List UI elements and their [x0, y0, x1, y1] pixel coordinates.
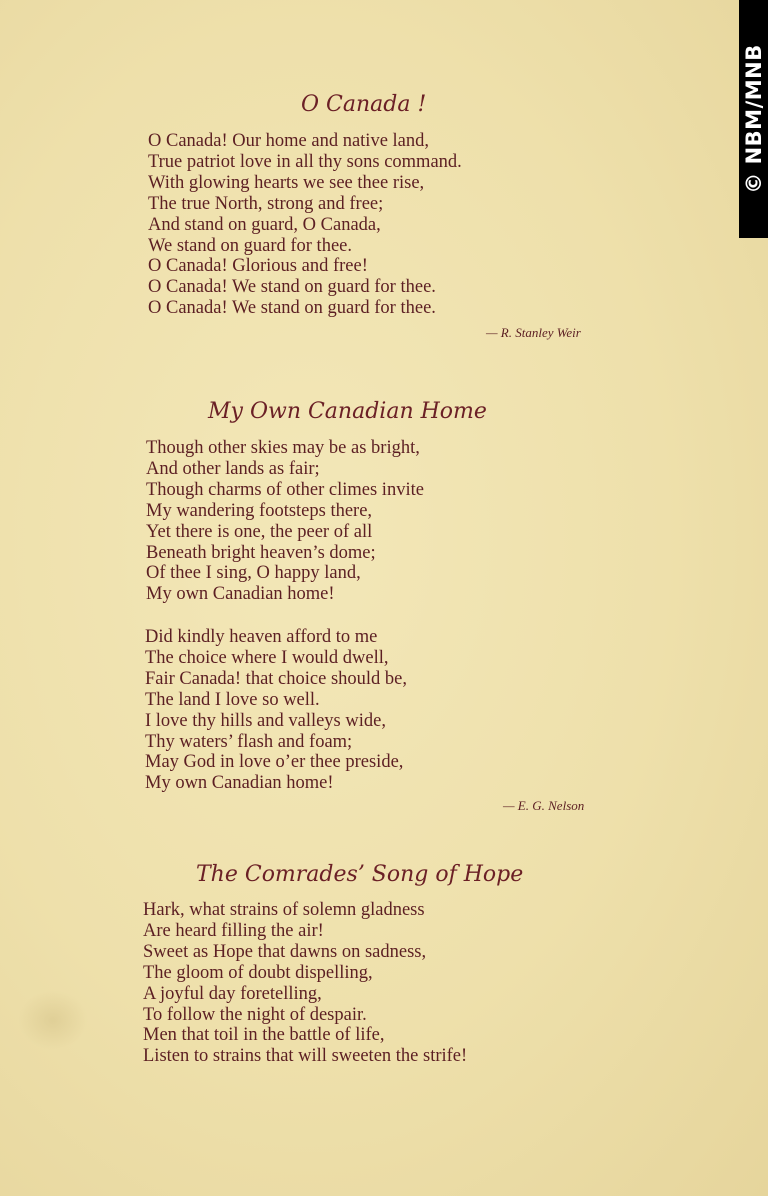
verse-line: With glowing hearts we see thee rise,	[148, 172, 425, 193]
verse-line: O Canada! We stand on guard for thee.	[148, 277, 436, 298]
verse-line: Thy waters’ flash and foam;	[145, 731, 353, 752]
verse-line: And other lands as fair;	[146, 458, 320, 479]
stanza-2-my-own-canadian-home	[145, 627, 407, 794]
verse-line: My own Canadian home!	[145, 773, 334, 794]
paper-stain	[18, 990, 88, 1050]
verse-line: O Canada! We stand on guard for thee.	[148, 298, 436, 319]
verse-line: We stand on guard for thee.	[148, 235, 352, 256]
author-stanley-weir: — R. Stanley Weir	[486, 325, 581, 340]
verse-line: O Canada! Our home and native land,	[148, 131, 430, 151]
stanza-1-my-own-canadian-home	[146, 438, 424, 605]
verse-line: Listen to strains that will sweeten the strife!	[143, 1046, 468, 1067]
verse-line: Of thee I sing, O happy land,	[146, 563, 361, 584]
verse-line: Yet there is one, the peer of all	[146, 521, 373, 542]
verse-line: May God in love o’er thee preside,	[145, 752, 404, 773]
verse-line: Sweet as Hope that dawns on sadness,	[143, 941, 427, 962]
song-title-comrades-song-of-hope: The Comrades’ Song of Hope	[196, 862, 524, 887]
verse-line: Did kindly heaven afford to me	[145, 627, 378, 647]
verse-line: O Canada! Glorious and free!	[148, 256, 368, 277]
verse-line: Though charms of other climes invite	[146, 479, 424, 500]
verse-line: Though other skies may be as bright,	[146, 438, 420, 458]
verse-line: To follow the night of despair.	[143, 1004, 367, 1025]
verse-line: Fair Canada! that choice should be,	[145, 668, 407, 689]
verse-o-canada	[148, 131, 462, 319]
copyright-watermark	[739, 0, 768, 238]
verse-line: My own Canadian home!	[146, 584, 335, 605]
song-title-my-own-canadian-home: My Own Canadian Home	[208, 399, 487, 424]
verse-line: Men that toil in the battle of life,	[143, 1025, 385, 1046]
verse-line: True patriot love in all thy sons command.	[148, 151, 462, 172]
verse-line: The land I love so well.	[145, 689, 320, 710]
verse-line: And stand on guard, O Canada,	[148, 214, 381, 235]
verse-line: The true North, strong and free;	[148, 193, 384, 214]
verse-line: My wandering footsteps there,	[146, 500, 373, 521]
song-title-o-canada: O Canada !	[301, 92, 427, 117]
author-e-g-nelson: — E. G. Nelson	[503, 798, 585, 813]
verse-line: Hark, what strains of solemn gladness	[143, 900, 425, 920]
verse-comrades-song-of-hope	[143, 900, 467, 1067]
verse-line: A joyful day foretelling,	[143, 983, 322, 1004]
verse-line: The choice where I would dwell,	[145, 647, 389, 668]
verse-line: Beneath bright heaven’s dome;	[146, 542, 376, 563]
verse-line: I love thy hills and valleys wide,	[145, 710, 386, 731]
verse-line: The gloom of doubt dispelling,	[143, 962, 373, 983]
watermark-text: © NBM/MNB	[741, 44, 766, 194]
verse-line: Are heard filling the air!	[143, 920, 324, 941]
